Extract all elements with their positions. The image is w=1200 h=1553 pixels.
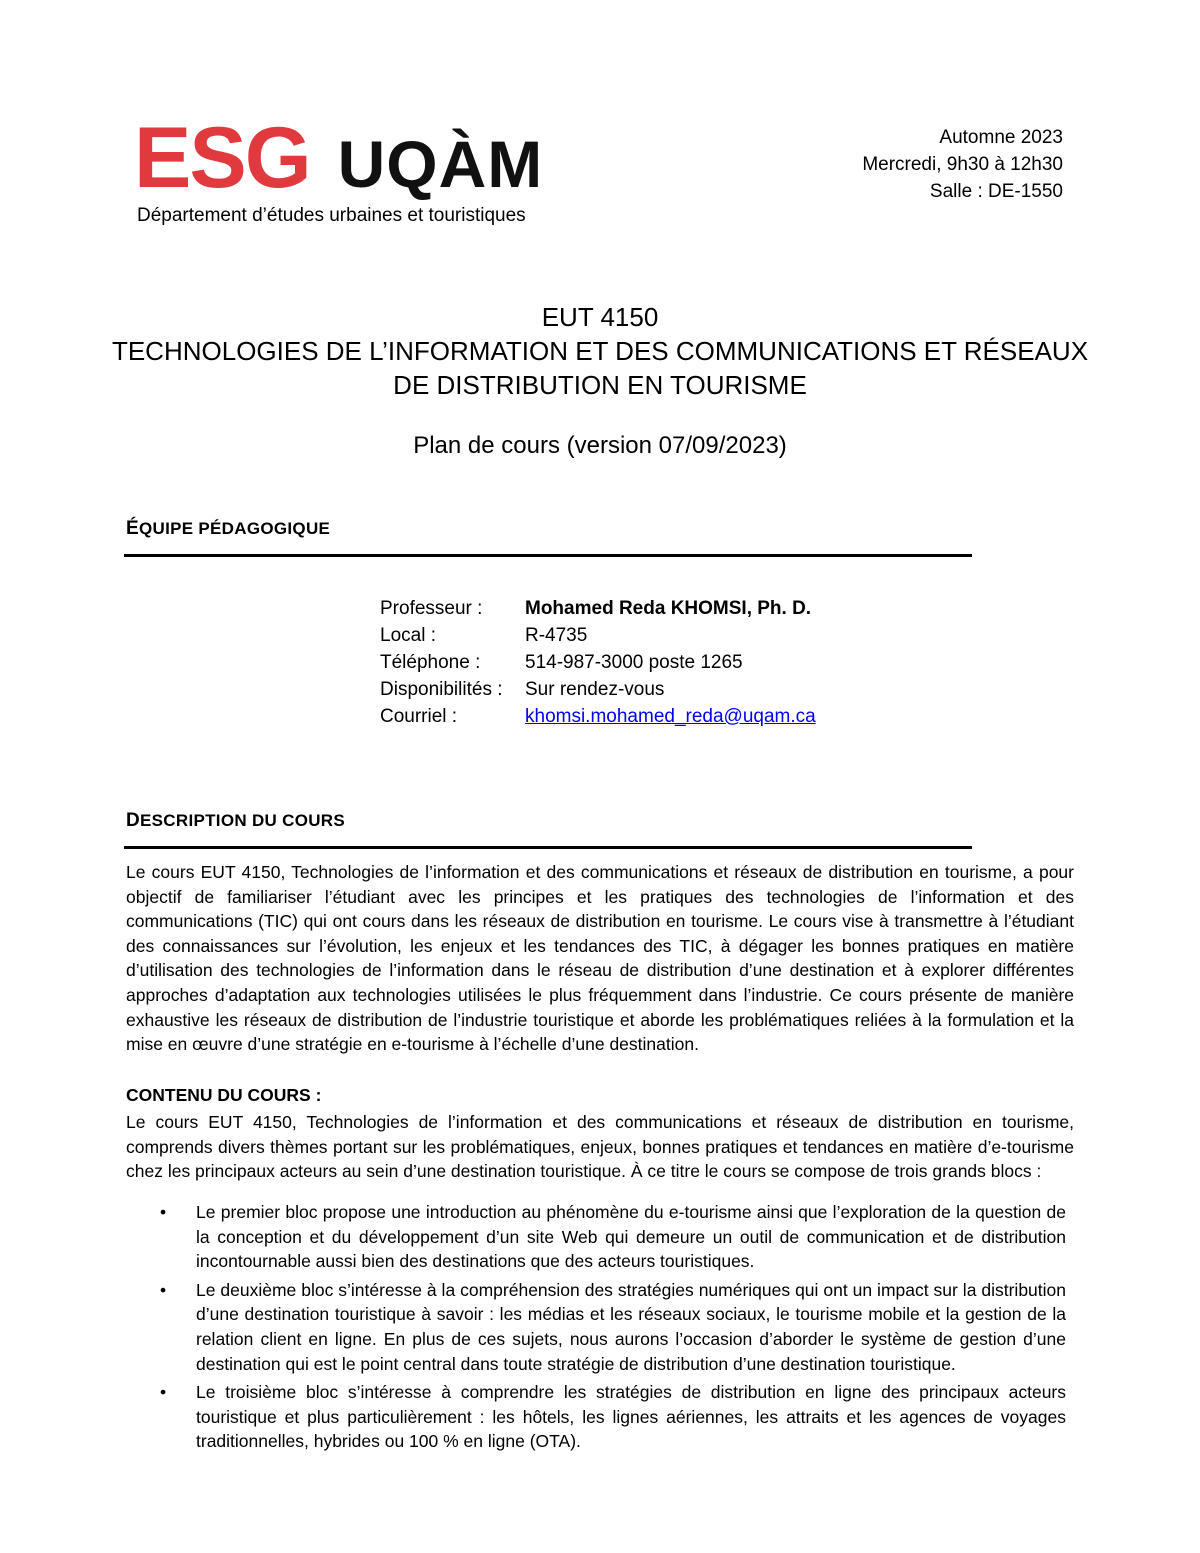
contact-row-professor: Professeur : Mohamed Reda KHOMSI, Ph. D. xyxy=(380,595,816,622)
course-code: EUT 4150 xyxy=(541,302,659,332)
bullet-icon: • xyxy=(160,1382,167,1403)
description-heading: DESCRIPTION DU COURS xyxy=(126,810,346,831)
course-title-line-2: DE DISTRIBUTION EN TOURISME xyxy=(393,370,807,400)
description-text: Le cours EUT 4150, Technologies de l’information et des communications et réseaux de distribution en tourisme, a pour objectif de familiariser l’étudiant avec les principes et les pratiques des technologies de l’information et des communications (TIC) qui ont cours dans les réseaux de distribution en tourisme. Le cours vise à transmettre à l’étudiant des connaissances sur l’évolution, les enjeux et les tendances des TIC, à dégager les bonnes pratiques en matière d’utilisation des technologies de l’information dans le réseau de distribution d’une destination et à explorer différentes approches d’adaptation aux technologies utilisées le plus fréquemment dans l’industrie. Ce cours présente de manière exhaustive les réseaux de distribution de l’industrie touristique et aborde les problématiques reliées à la formulation et la mise en œuvre d’une stratégie en e-tourisme à l’échelle d’une destination. xyxy=(126,862,1074,1055)
schedule: Mercredi, 9h30 à 12h30 xyxy=(862,154,1063,175)
list-item: • Le premier bloc propose une introduction au phénomène du e-tourisme ainsi que l’exploration de la question de la conception et du développement d’un site Web qui demeure un outil de communication et de distribution incontournable aussi bien des destinations que des acteurs touristiques. xyxy=(160,1202,1066,1272)
list-item: • Le deuxième bloc s’intéresse à la compréhension des stratégies numériques qui ont un impact sur la distribution d’une destination touristique à savoir : les médias et les réseaux sociaux, le tourisme mobile et la gestion de la relation client en ligne. En plus de ces sujets, nous aurons l’occasion d’aborder le système de gestion d’une destination qui est le point central dans toute stratégie de distribution d’une destination touristique. xyxy=(160,1279,1066,1374)
bullet-icon: • xyxy=(160,1279,167,1300)
description-divider xyxy=(124,846,972,849)
email-link[interactable]: khomsi.mohamed_reda@uqam.ca xyxy=(525,706,816,727)
content-heading: CONTENU DU COURS : xyxy=(126,1085,322,1105)
contact-row-email: Courriel : khomsi.mohamed_reda@uqam.ca xyxy=(380,703,816,730)
bullet-icon: • xyxy=(160,1202,167,1222)
contact-table xyxy=(380,595,816,730)
team-heading: ÉQUIPE PÉDAGOGIQUE xyxy=(126,518,331,539)
content-intro: Le cours EUT 4150, Technologies de l’information et des communications et réseaux de distribution en tourisme, comprends divers thèmes portant sur les problématiques, enjeux, bonnes pratiques et tendances en matière d’e-tourisme chez les principaux acteurs au sein d’une destination touristique. À ce titre le cours se compose de trois grands blocs : xyxy=(126,1112,1074,1182)
list-item: • Le troisième bloc s’intéresse à comprendre les stratégies de distribution en ligne des principaux acteurs touristique et plus particulièrement : les hôtels, les lignes aériennes, les attraits et les agences de voyages traditionnelles, hybrides ou 100 % en ligne (OTA). xyxy=(160,1382,1066,1452)
contact-row-availability: Disponibilités : Sur rendez-vous xyxy=(380,679,665,700)
room: Salle : DE-1550 xyxy=(929,181,1063,202)
content-blocks-list xyxy=(160,1200,1066,1458)
professor-name: Mohamed Reda KHOMSI, Ph. D. xyxy=(525,598,812,619)
course-title-line-1: TECHNOLOGIES DE L’INFORMATION ET DES COMMUNICATIONS ET RÉSEAUX xyxy=(111,336,1089,366)
course-version: Plan de cours (version 07/09/2023) xyxy=(413,432,787,459)
title-block xyxy=(100,300,1100,460)
contact-row-office: Local : R-4735 xyxy=(380,625,588,646)
semester: Automne 2023 xyxy=(939,127,1063,148)
contact-row-phone: Téléphone : 514-987-3000 poste 1265 xyxy=(380,652,743,673)
team-divider xyxy=(124,554,972,557)
logo-esg: ESG xyxy=(134,110,310,206)
course-meta xyxy=(862,124,1063,205)
department-name: Département d’études urbaines et touristiques xyxy=(137,205,526,226)
logo-uqam: UQÀM xyxy=(337,127,544,201)
esg-uqam-logo xyxy=(134,110,544,206)
